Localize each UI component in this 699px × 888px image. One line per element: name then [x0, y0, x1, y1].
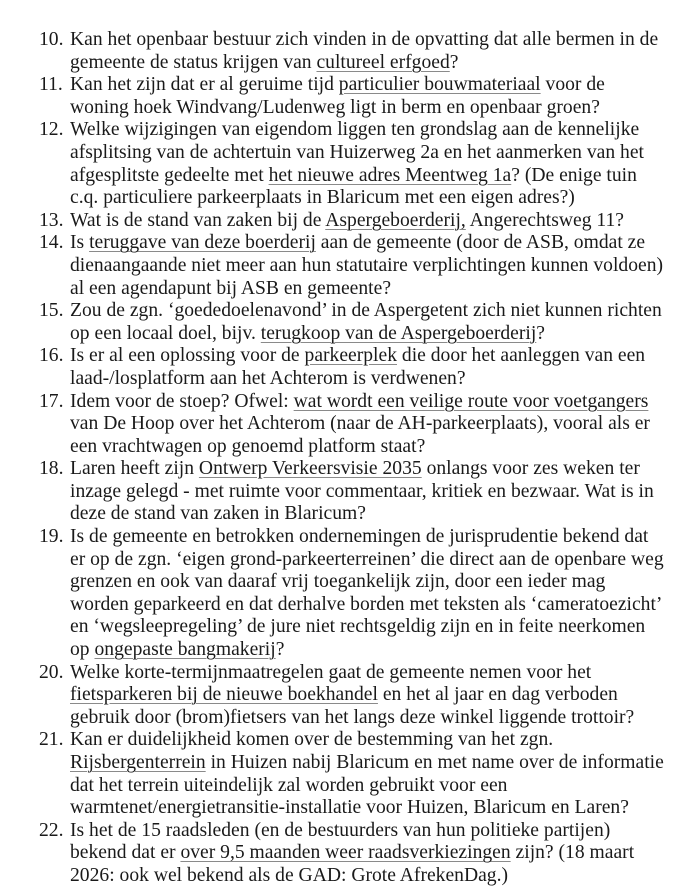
- underlined-phrase: parkeerplek: [304, 345, 397, 367]
- underlined-phrase: Ontwerp Verkeersvisie 2035: [198, 458, 422, 480]
- text-run: Kan het zijn dat er al geruime tijd: [70, 74, 339, 96]
- text-run: Welke wijzigingen van eigendom liggen ten grondslag aan de kennelijke afsplitsing van de achtertuin van Huizerweg 2a en het aanmerken van het afgesplitste gedeelte met: [70, 119, 644, 186]
- underlined-phrase: terugkoop van de Aspergeboerderij: [260, 322, 537, 344]
- text-run: Idem voor de stoep? Ofwel:: [70, 390, 294, 412]
- item-text: [70, 662, 666, 730]
- list-item: [0, 729, 699, 819]
- item-number: 15.: [39, 300, 64, 322]
- underlined-phrase: fietsparkeren bij de nieuwe boekhandel: [70, 684, 378, 706]
- item-number: 16.: [39, 345, 64, 367]
- list-item: [0, 119, 699, 209]
- item-number: 21.: [39, 729, 64, 751]
- item-number: 14.: [39, 232, 64, 254]
- text-run: Angerechtsweg 11?: [465, 209, 624, 231]
- underlined-phrase: wat wordt een veilige route voor voetgangers: [293, 390, 649, 412]
- underlined-phrase: Rijsbergenterrein: [70, 752, 206, 773]
- list-item: [0, 300, 699, 345]
- item-text: [70, 458, 666, 526]
- item-text: [70, 74, 666, 119]
- underlined-phrase: ongepaste bangmakerij: [94, 639, 276, 661]
- list-item: [0, 74, 699, 119]
- text-run: zijn? (18 maart 2026: ook wel bekend als de GAD: Grote AfrekenDag.): [70, 842, 635, 886]
- item-text: [70, 232, 666, 300]
- item-number: 19.: [39, 526, 64, 548]
- text-run: ?: [536, 322, 545, 344]
- text-run: Is het de 15 raadsleden (en de bestuurders van hun politieke partijen) bekend dat er: [70, 819, 611, 864]
- list-item: [0, 345, 699, 390]
- text-run: ?: [449, 51, 459, 73]
- list-item: [0, 820, 699, 888]
- item-number: 12.: [39, 119, 64, 141]
- list-item: [0, 29, 699, 74]
- item-text: [70, 210, 666, 233]
- text-run: in Huizen nabij Blaricum en met name over de informatie dat het terrein uiteindelijk zal worden gebruikt voor een warmtenet/energietransitie-installatie voor Huizen, Blaricum en Laren?: [70, 752, 664, 819]
- text-run: ? (De enige tuin c.q. particuliere parkeerplaats in Blaricum met een eigen adres?): [70, 164, 637, 209]
- text-run: Kan het openbaar bestuur zich vinden in de opvatting dat alle bermen in de gemeente de status krijgen van: [70, 29, 659, 73]
- item-text: [70, 820, 666, 888]
- text-run: Laren heeft zijn: [70, 458, 199, 480]
- item-text: [70, 526, 666, 662]
- list-item: [0, 526, 699, 662]
- underlined-phrase: cultureel erfgoed: [316, 51, 450, 73]
- text-run: Welke korte-termijnmaatregelen gaat de gemeente nemen voor het: [70, 661, 592, 683]
- list-item: [0, 662, 699, 730]
- item-text: [70, 391, 666, 459]
- text-run: van De Hoop over het Achterom (naar de AH-parkeerplaats), vooral als er een vrachtwagen op genoemd platform staat?: [70, 413, 650, 457]
- underlined-phrase: over 9,5 maanden weer raadsverkiezingen: [180, 842, 511, 864]
- text-run: die door het aanleggen van een laad-/losplatform aan het Achterom is verdwenen?: [70, 345, 646, 389]
- text-run: voor de woning hoek Windvang/Ludenweg ligt in berm en openbaar groen?: [70, 74, 605, 118]
- list-item: [0, 232, 699, 300]
- item-number: 13.: [39, 209, 64, 231]
- item-text: [70, 119, 666, 209]
- text-run: Wat is de stand van zaken bij de: [70, 209, 326, 231]
- item-number: 17.: [39, 390, 64, 412]
- question-list: [0, 29, 699, 888]
- text-run: onlangs voor zes weken ter inzage gelegd - met ruimte voor commentaar, kritiek en bezwaar. Wat is in deze de stand van zaken in Blaricum?: [70, 458, 654, 525]
- text-run: Is de gemeente en betrokken ondernemingen de jurisprudentie bekend dat er op de zgn. ‘eigen grond-parkeerterreinen’ die direct aan de openbare weg grenzen en ook van daaraf vrij toegankelijk zijn, door een ieder mag worden geparkeerd en dat derhalve borden met teksten als ‘cameratoezicht’ en ‘wegsleepregeling’ de jure niet rechtsgeldig zijn en in feite neerkomen op: [70, 526, 664, 661]
- text-run: en het al jaar en dag verboden gebruik door (brom)fietsers van het langs deze winkel liggende trottoir?: [70, 684, 635, 728]
- text-run: Is: [70, 232, 90, 254]
- underlined-phrase: Aspergeboerderij,: [325, 209, 466, 231]
- item-text: [70, 729, 666, 819]
- item-number: 22.: [39, 819, 64, 841]
- text-run: ?: [275, 639, 285, 661]
- item-text: [70, 345, 666, 390]
- underlined-phrase: teruggave van deze boerderij: [89, 232, 316, 254]
- item-number: 11.: [39, 74, 63, 96]
- text-run: Zou de zgn. ‘goededoelenavond’ in de Aspergetent zich niet kunnen richten op een locaal doel, bijv.: [70, 300, 662, 344]
- item-number: 18.: [39, 458, 64, 480]
- list-item: [0, 391, 699, 459]
- underlined-phrase: het nieuwe adres Meentweg 1a: [268, 164, 512, 186]
- item-number: 20.: [39, 661, 64, 683]
- item-text: [70, 300, 666, 345]
- text-run: aan de gemeente (door de ASB, omdat ze dienaangaande niet meer aan hun statutaire verplichtingen kunnen voldoen) al een agendapunt bij ASB en gemeente?: [70, 232, 664, 299]
- list-item: [0, 210, 699, 233]
- list-item: [0, 458, 699, 526]
- text-run: Kan er duidelijkheid komen over de bestemming van het zgn.: [70, 729, 554, 751]
- text-run: Is er al een oplossing voor de: [70, 345, 305, 367]
- item-text: [70, 29, 666, 74]
- underlined-phrase: particulier bouwmateriaal: [338, 74, 541, 96]
- item-number: 10.: [39, 29, 64, 50]
